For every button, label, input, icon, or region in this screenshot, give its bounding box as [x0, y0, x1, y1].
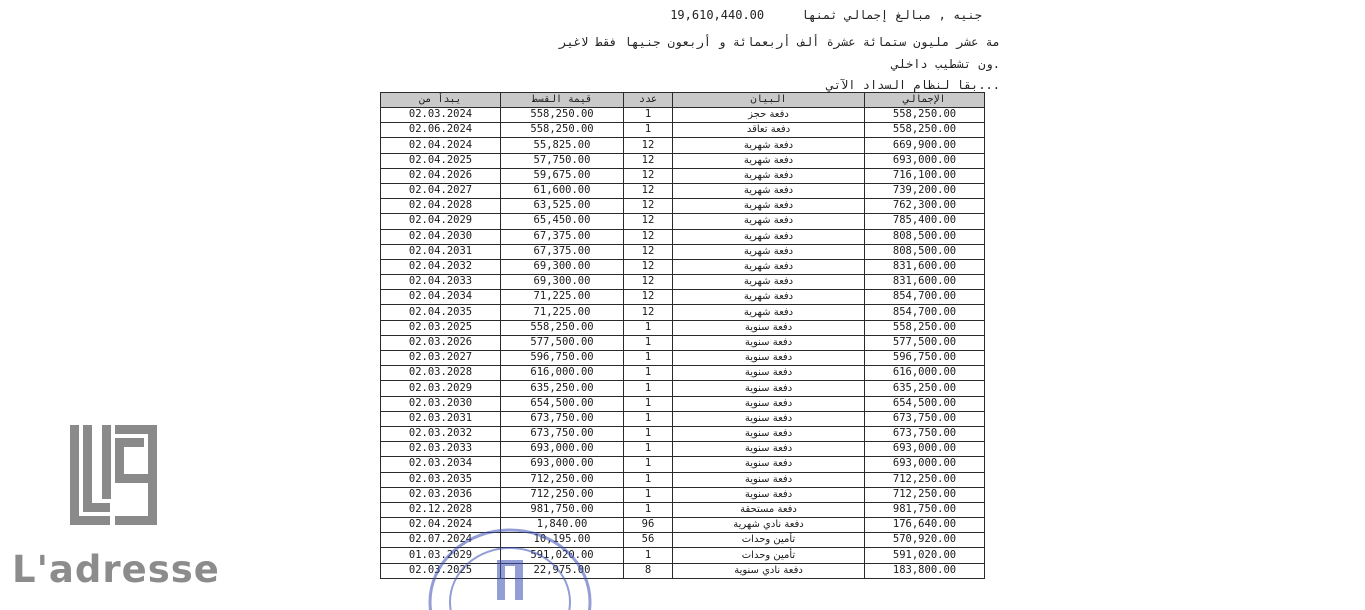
start-date-cell: 02.03.2033 — [381, 442, 501, 457]
table-row — [381, 199, 985, 214]
installment-cell: 71,225.00 — [501, 305, 624, 320]
total-cell: 716,100.00 — [865, 168, 985, 183]
total-cell: 673,750.00 — [865, 411, 985, 426]
description-cell: دفعة حجز — [673, 108, 865, 123]
description-cell: دفعة سنوية — [673, 426, 865, 441]
total-cell: 762,300.00 — [865, 199, 985, 214]
count-cell: 1 — [624, 472, 673, 487]
installment-cell: 61,600.00 — [501, 183, 624, 198]
table-row — [381, 123, 985, 138]
total-cell: 712,250.00 — [865, 472, 985, 487]
installment-cell: 673,750.00 — [501, 411, 624, 426]
start-date-cell: 02.03.2030 — [381, 396, 501, 411]
table-row — [381, 396, 985, 411]
total-amount: 19,610,440.00 — [670, 8, 765, 22]
description-cell: دفعة شهرية — [673, 183, 865, 198]
ladresse-logo-icon — [70, 425, 170, 530]
table-row — [381, 426, 985, 441]
col-header-description: البيان — [673, 93, 865, 108]
table-row — [381, 518, 985, 533]
installment-cell: 63,525.00 — [501, 199, 624, 214]
table-row — [381, 275, 985, 290]
description-cell: دفعة شهرية — [673, 138, 865, 153]
start-date-cell: 02.03.2036 — [381, 487, 501, 502]
description-cell: دفعة مستحقة — [673, 502, 865, 517]
table-row — [381, 229, 985, 244]
description-cell: تأمين وحدات — [673, 533, 865, 548]
total-cell: 558,250.00 — [865, 320, 985, 335]
installment-cell: 65,450.00 — [501, 214, 624, 229]
start-date-cell: 02.03.2025 — [381, 320, 501, 335]
table-row — [381, 168, 985, 183]
total-cell: 596,750.00 — [865, 351, 985, 366]
count-cell: 1 — [624, 442, 673, 457]
table-row — [381, 457, 985, 472]
installment-cell: 981,750.00 — [501, 502, 624, 517]
start-date-cell: 02.03.2026 — [381, 335, 501, 350]
installment-cell: 635,250.00 — [501, 381, 624, 396]
description-cell: دفعة شهرية — [673, 259, 865, 274]
currency-label: جنيه , — [938, 8, 982, 22]
description-cell: دفعة سنوية — [673, 472, 865, 487]
col-header-total: الإجمالي — [865, 93, 985, 108]
table-row — [381, 442, 985, 457]
description-cell: دفعة نادي سنوية — [673, 563, 865, 578]
count-cell: 1 — [624, 335, 673, 350]
table-row — [381, 381, 985, 396]
count-cell: 12 — [624, 229, 673, 244]
total-cell: 739,200.00 — [865, 183, 985, 198]
table-row — [381, 351, 985, 366]
table-row — [381, 502, 985, 517]
description-cell: دفعة نادي شهرية — [673, 518, 865, 533]
start-date-cell: 02.03.2034 — [381, 457, 501, 472]
count-cell: 12 — [624, 290, 673, 305]
table-row — [381, 472, 985, 487]
description-cell: دفعة سنوية — [673, 442, 865, 457]
total-cell: 183,800.00 — [865, 563, 985, 578]
installment-cell: 71,225.00 — [501, 290, 624, 305]
total-cell: 808,500.00 — [865, 244, 985, 259]
table-row — [381, 259, 985, 274]
table-row — [381, 290, 985, 305]
count-cell: 96 — [624, 518, 673, 533]
start-date-cell: 02.03.2035 — [381, 472, 501, 487]
count-cell: 8 — [624, 563, 673, 578]
count-cell: 1 — [624, 502, 673, 517]
start-date-cell: 02.03.2028 — [381, 366, 501, 381]
count-cell: 1 — [624, 320, 673, 335]
installment-cell: 69,300.00 — [501, 275, 624, 290]
start-date-cell: 01.03.2029 — [381, 548, 501, 563]
description-cell: دفعة شهرية — [673, 229, 865, 244]
start-date-cell: 02.03.2031 — [381, 411, 501, 426]
start-date-cell: 02.04.2026 — [381, 168, 501, 183]
start-date-cell: 02.03.2029 — [381, 381, 501, 396]
table-body — [381, 108, 985, 579]
col-header-start-date: يبدأ من — [381, 93, 501, 108]
count-cell: 12 — [624, 168, 673, 183]
start-date-cell: 02.04.2024 — [381, 138, 501, 153]
total-cell: 693,000.00 — [865, 442, 985, 457]
total-cell: 712,250.00 — [865, 487, 985, 502]
installment-cell: 59,675.00 — [501, 168, 624, 183]
description-cell: دفعة تعاقد — [673, 123, 865, 138]
start-date-cell: 02.12.2028 — [381, 502, 501, 517]
payment-document — [370, 0, 1000, 600]
total-cell: 981,750.00 — [865, 502, 985, 517]
table-row — [381, 563, 985, 578]
total-cell: 669,900.00 — [865, 138, 985, 153]
installment-cell: 10,195.00 — [501, 533, 624, 548]
description-cell: دفعة شهرية — [673, 153, 865, 168]
count-cell: 56 — [624, 533, 673, 548]
start-date-cell: 02.04.2029 — [381, 214, 501, 229]
description-cell: دفعة شهرية — [673, 199, 865, 214]
description-cell: دفعة شهرية — [673, 305, 865, 320]
count-cell: 12 — [624, 259, 673, 274]
count-cell: 12 — [624, 153, 673, 168]
total-cell: 570,920.00 — [865, 533, 985, 548]
description-cell: دفعة شهرية — [673, 168, 865, 183]
total-cell: 635,250.00 — [865, 381, 985, 396]
description-cell: دفعة سنوية — [673, 381, 865, 396]
total-cell: 854,700.00 — [865, 305, 985, 320]
table-row — [381, 366, 985, 381]
description-cell: دفعة سنوية — [673, 457, 865, 472]
table-row — [381, 305, 985, 320]
total-cell: 616,000.00 — [865, 366, 985, 381]
start-date-cell: 02.04.2032 — [381, 259, 501, 274]
total-cell: 558,250.00 — [865, 123, 985, 138]
table-row — [381, 214, 985, 229]
description-cell: تأمين وحدات — [673, 548, 865, 563]
col-header-count: عدد — [624, 93, 673, 108]
total-cell: 654,500.00 — [865, 396, 985, 411]
brand-name: L'adresse — [12, 548, 220, 591]
start-date-cell: 02.04.2030 — [381, 229, 501, 244]
installment-cell: 69,300.00 — [501, 259, 624, 274]
count-cell: 1 — [624, 548, 673, 563]
installment-cell: 591,020.00 — [501, 548, 624, 563]
description-cell: دفعة سنوية — [673, 487, 865, 502]
total-cell: 831,600.00 — [865, 259, 985, 274]
installment-cell: 558,250.00 — [501, 320, 624, 335]
count-cell: 1 — [624, 123, 673, 138]
table-header-row — [381, 93, 985, 108]
table-row — [381, 138, 985, 153]
installment-cell: 57,750.00 — [501, 153, 624, 168]
count-cell: 1 — [624, 108, 673, 123]
description-cell: دفعة سنوية — [673, 396, 865, 411]
start-date-cell: 02.04.2031 — [381, 244, 501, 259]
total-price-label: مبالغ إجمالي ثمنها — [801, 8, 932, 22]
amount-in-words: مة عشر مليون ستمائة عشرة ألف أربعمائة و أربعون جنيها فقط لاغير — [559, 35, 1000, 49]
count-cell: 1 — [624, 411, 673, 426]
installment-cell: 558,250.00 — [501, 108, 624, 123]
installment-cell: 55,825.00 — [501, 138, 624, 153]
count-cell: 12 — [624, 199, 673, 214]
total-cell: 693,000.00 — [865, 457, 985, 472]
description-cell: دفعة شهرية — [673, 244, 865, 259]
start-date-cell: 02.06.2024 — [381, 123, 501, 138]
start-date-cell: 02.03.2025 — [381, 563, 501, 578]
payment-plan-intro: بقا لنظام السداد الآتي... — [826, 78, 1000, 92]
table-row — [381, 335, 985, 350]
start-date-cell: 02.04.2033 — [381, 275, 501, 290]
total-cell: 854,700.00 — [865, 290, 985, 305]
table-row — [381, 548, 985, 563]
start-date-cell: 02.04.2034 — [381, 290, 501, 305]
total-cell: 558,250.00 — [865, 108, 985, 123]
installment-cell: 712,250.00 — [501, 487, 624, 502]
total-cell: 577,500.00 — [865, 335, 985, 350]
description-cell: دفعة سنوية — [673, 366, 865, 381]
count-cell: 12 — [624, 183, 673, 198]
description-cell: دفعة سنوية — [673, 320, 865, 335]
installment-cell: 67,375.00 — [501, 244, 624, 259]
total-cell: 673,750.00 — [865, 426, 985, 441]
start-date-cell: 02.03.2024 — [381, 108, 501, 123]
table-row — [381, 244, 985, 259]
count-cell: 1 — [624, 396, 673, 411]
total-price-line — [670, 8, 1000, 22]
count-cell: 1 — [624, 366, 673, 381]
table-row — [381, 153, 985, 168]
total-cell: 808,500.00 — [865, 229, 985, 244]
installment-cell: 616,000.00 — [501, 366, 624, 381]
table-row — [381, 487, 985, 502]
count-cell: 1 — [624, 351, 673, 366]
installment-cell: 577,500.00 — [501, 335, 624, 350]
start-date-cell: 02.03.2027 — [381, 351, 501, 366]
count-cell: 12 — [624, 305, 673, 320]
installment-cell: 558,250.00 — [501, 123, 624, 138]
description-cell: دفعة سنوية — [673, 351, 865, 366]
description-cell: دفعة شهرية — [673, 290, 865, 305]
payment-schedule-table — [380, 92, 985, 579]
installment-cell: 22,975.00 — [501, 563, 624, 578]
count-cell: 12 — [624, 138, 673, 153]
start-date-cell: 02.04.2035 — [381, 305, 501, 320]
count-cell: 1 — [624, 487, 673, 502]
table-row — [381, 183, 985, 198]
installment-cell: 712,250.00 — [501, 472, 624, 487]
finishing-note: ون تشطيب داخلي. — [891, 57, 1000, 71]
installment-cell: 673,750.00 — [501, 426, 624, 441]
col-header-installment: قيمة القسط — [501, 93, 624, 108]
installment-cell: 693,000.00 — [501, 442, 624, 457]
count-cell: 12 — [624, 214, 673, 229]
count-cell: 12 — [624, 275, 673, 290]
total-cell: 831,600.00 — [865, 275, 985, 290]
start-date-cell: 02.04.2025 — [381, 153, 501, 168]
start-date-cell: 02.04.2027 — [381, 183, 501, 198]
table-row — [381, 533, 985, 548]
description-cell: دفعة شهرية — [673, 214, 865, 229]
total-cell: 591,020.00 — [865, 548, 985, 563]
start-date-cell: 02.04.2024 — [381, 518, 501, 533]
table-row — [381, 411, 985, 426]
description-cell: دفعة سنوية — [673, 411, 865, 426]
count-cell: 1 — [624, 381, 673, 396]
total-cell: 693,000.00 — [865, 153, 985, 168]
start-date-cell: 02.03.2032 — [381, 426, 501, 441]
total-cell: 176,640.00 — [865, 518, 985, 533]
total-cell: 785,400.00 — [865, 214, 985, 229]
installment-cell: 1,840.00 — [501, 518, 624, 533]
description-cell: دفعة سنوية — [673, 335, 865, 350]
installment-cell: 67,375.00 — [501, 229, 624, 244]
installment-cell: 693,000.00 — [501, 457, 624, 472]
count-cell: 1 — [624, 426, 673, 441]
start-date-cell: 02.04.2028 — [381, 199, 501, 214]
installment-cell: 654,500.00 — [501, 396, 624, 411]
description-cell: دفعة شهرية — [673, 275, 865, 290]
start-date-cell: 02.07.2024 — [381, 533, 501, 548]
installment-cell: 596,750.00 — [501, 351, 624, 366]
table-row — [381, 320, 985, 335]
count-cell: 1 — [624, 457, 673, 472]
count-cell: 12 — [624, 244, 673, 259]
table-row — [381, 108, 985, 123]
